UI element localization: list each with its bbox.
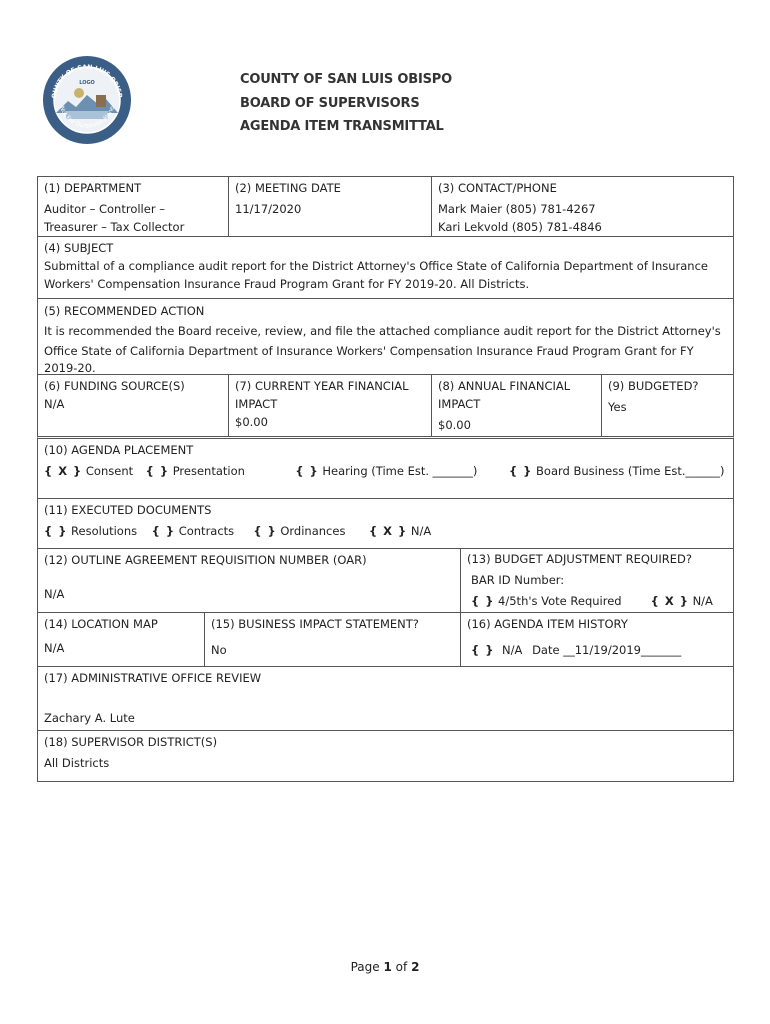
executed-cell bbox=[38, 499, 733, 548]
districts-value: All Districts bbox=[44, 756, 110, 770]
budget-na-checkbox[interactable]: { X } bbox=[650, 594, 689, 608]
placement-cell bbox=[38, 439, 733, 498]
header-county: COUNTY OF SAN LUIS OBISPO bbox=[240, 72, 452, 87]
ordinances-checkbox[interactable]: { } bbox=[253, 524, 277, 538]
admin-review-label: (17) ADMINISTRATIVE OFFICE REVIEW bbox=[44, 671, 262, 685]
document-header bbox=[240, 68, 452, 139]
vote-checkbox[interactable]: { } bbox=[471, 594, 495, 608]
row-admin-review bbox=[37, 666, 734, 730]
contact-line2: Kari Lekvold (805) 781-4846 bbox=[438, 220, 602, 234]
hearing-option[interactable] bbox=[295, 462, 505, 480]
transmittal-form bbox=[37, 176, 734, 782]
presentation-option[interactable] bbox=[146, 462, 292, 480]
history-na-label: N/A bbox=[502, 643, 523, 657]
budget-na-label: N/A bbox=[692, 594, 713, 608]
business-impact-label: (15) BUSINESS IMPACT STATEMENT? bbox=[211, 617, 419, 631]
header-title: AGENDA ITEM TRANSMITTAL bbox=[240, 119, 444, 134]
recommended-line3: 2019-20. bbox=[44, 361, 96, 375]
vote-option[interactable] bbox=[471, 591, 647, 612]
department-cell bbox=[38, 177, 228, 236]
board-business-label: Board Business (Time Est.______) bbox=[536, 464, 725, 478]
recommended-line1: It is recommended the Board receive, review, and file the attached compliance audit report for the District Attorney's bbox=[44, 324, 721, 338]
current-impact-cell bbox=[228, 375, 431, 436]
history-options bbox=[467, 641, 727, 659]
annual-impact-label2: IMPACT bbox=[438, 397, 481, 411]
county-seal-graphic bbox=[42, 55, 132, 145]
annual-impact-cell bbox=[431, 375, 601, 436]
budget-adj-label: (13) BUDGET ADJUSTMENT REQUIRED? bbox=[467, 552, 692, 566]
history-date-label: Date bbox=[532, 643, 560, 657]
seal-logo-text: LOGO bbox=[79, 80, 95, 86]
history-cell bbox=[460, 613, 733, 666]
business-impact-cell bbox=[204, 613, 460, 666]
placement-label: (10) AGENDA PLACEMENT bbox=[44, 443, 194, 457]
contact-cell bbox=[431, 177, 733, 236]
annual-impact-value: $0.00 bbox=[438, 418, 471, 432]
recommended-label: (5) RECOMMENDED ACTION bbox=[44, 304, 205, 318]
seal-top-text: OUNTY OF SAN LUIS OBISP bbox=[50, 63, 123, 99]
executed-na-option[interactable] bbox=[369, 522, 431, 540]
business-impact-value: No bbox=[211, 643, 227, 657]
header-board: BOARD OF SUPERVISORS bbox=[240, 95, 420, 111]
placement-options bbox=[44, 462, 727, 480]
current-impact-label2: IMPACT bbox=[235, 397, 278, 411]
budgeted-cell bbox=[601, 375, 733, 436]
subject-line1: Submittal of a compliance audit report for the District Attorney's Office State of California Department of Insurance bbox=[44, 259, 708, 273]
location-map-value: N/A bbox=[44, 641, 65, 655]
page-footer bbox=[0, 960, 770, 974]
history-label: (16) AGENDA ITEM HISTORY bbox=[467, 617, 628, 631]
row-executed-documents bbox=[37, 498, 734, 548]
budget-na-option[interactable] bbox=[651, 591, 713, 612]
executed-na-label: N/A bbox=[410, 524, 432, 538]
row-location-business-history bbox=[37, 612, 734, 666]
oar-value: N/A bbox=[44, 587, 65, 601]
budget-adj-options bbox=[467, 591, 727, 612]
department-label: (1) DEPARTMENT bbox=[44, 181, 142, 195]
subject-line2: Workers' Compensation Insurance Fraud Program Grant for FY 2019-20. All Districts. bbox=[44, 277, 530, 291]
districts-cell bbox=[38, 731, 733, 781]
presentation-label: Presentation bbox=[172, 464, 245, 478]
subject-label: (4) SUBJECT bbox=[44, 241, 114, 255]
row-department-date-contact bbox=[37, 176, 734, 236]
consent-checkbox[interactable]: { X } bbox=[44, 464, 83, 478]
recommended-cell bbox=[38, 299, 733, 374]
ordinances-option[interactable] bbox=[253, 522, 365, 540]
recommended-line2: Office State of California Department of Insurance Workers' Compensation Insurance Fraud Program Grant for FY bbox=[44, 344, 694, 358]
subject-cell bbox=[38, 237, 733, 298]
row-funding bbox=[37, 374, 734, 436]
location-map-label: (14) LOCATION MAP bbox=[44, 617, 158, 631]
resolutions-label: Resolutions bbox=[71, 524, 138, 538]
history-checkbox[interactable]: { } bbox=[471, 643, 495, 657]
row-agenda-placement bbox=[37, 436, 734, 498]
executed-label: (11) EXECUTED DOCUMENTS bbox=[44, 503, 212, 517]
location-map-cell bbox=[38, 613, 204, 666]
resolutions-checkbox[interactable]: { } bbox=[44, 524, 68, 538]
consent-option[interactable] bbox=[44, 462, 142, 480]
contact-label: (3) CONTACT/PHONE bbox=[438, 181, 557, 195]
row-subject bbox=[37, 236, 734, 298]
history-date-value[interactable]: __11/19/2019_______ bbox=[563, 643, 682, 657]
board-business-option[interactable] bbox=[509, 462, 725, 480]
meeting-date-value: 11/17/2020 bbox=[235, 202, 302, 216]
budgeted-value: Yes bbox=[608, 400, 627, 414]
funding-value: N/A bbox=[44, 397, 65, 411]
row-recommended-action bbox=[37, 298, 734, 374]
contracts-checkbox[interactable]: { } bbox=[151, 524, 176, 538]
current-impact-label1: (7) CURRENT YEAR FINANCIAL bbox=[235, 379, 409, 393]
footer-page-total: 2 bbox=[411, 960, 420, 974]
hearing-label: Hearing (Time Est. _______) bbox=[322, 464, 478, 478]
department-line1: Auditor – Controller – bbox=[44, 202, 165, 216]
bar-id-label: BAR ID Number: bbox=[471, 573, 565, 587]
department-line2: Treasurer – Tax Collector bbox=[44, 220, 185, 234]
footer-page-word: Page bbox=[350, 960, 380, 974]
oar-cell bbox=[38, 549, 460, 612]
oar-label: (12) OUTLINE AGREEMENT REQUISITION NUMBER (OAR) bbox=[44, 553, 367, 567]
footer-page-number: 1 bbox=[383, 960, 392, 974]
row-supervisor-districts bbox=[37, 730, 734, 782]
funding-cell bbox=[38, 375, 228, 436]
admin-review-value: Zachary A. Lute bbox=[44, 711, 135, 725]
districts-label: (18) SUPERVISOR DISTRICT(S) bbox=[44, 735, 218, 749]
budget-adj-cell bbox=[460, 549, 733, 612]
annual-impact-label1: (8) ANNUAL FINANCIAL bbox=[438, 379, 571, 393]
row-oar-budget bbox=[37, 548, 734, 612]
resolutions-option[interactable] bbox=[44, 522, 148, 540]
funding-label: (6) FUNDING SOURCE(S) bbox=[44, 379, 185, 393]
vote-label: 4/5th's Vote Required bbox=[498, 594, 622, 608]
contact-line1: Mark Maier (805) 781-4267 bbox=[438, 202, 596, 216]
executed-options bbox=[44, 522, 727, 540]
executed-na-checkbox[interactable]: { X } bbox=[368, 524, 408, 538]
seal-motto: Not For Ourselves Alone bbox=[58, 105, 116, 130]
meeting-date-cell bbox=[228, 177, 431, 236]
current-impact-value: $0.00 bbox=[235, 415, 268, 429]
footer-of-word: of bbox=[395, 960, 408, 974]
board-business-checkbox[interactable]: { } bbox=[508, 464, 533, 478]
hearing-checkbox[interactable]: { } bbox=[295, 464, 319, 478]
ordinances-label: Ordinances bbox=[280, 524, 346, 538]
county-seal bbox=[42, 55, 132, 145]
presentation-checkbox[interactable]: { } bbox=[145, 464, 170, 478]
admin-review-cell bbox=[38, 667, 733, 730]
contracts-option[interactable] bbox=[152, 522, 250, 540]
meeting-date-label: (2) MEETING DATE bbox=[235, 181, 341, 195]
contracts-label: Contracts bbox=[178, 524, 235, 538]
budgeted-label: (9) BUDGETED? bbox=[608, 379, 699, 393]
consent-label: Consent bbox=[85, 464, 134, 478]
